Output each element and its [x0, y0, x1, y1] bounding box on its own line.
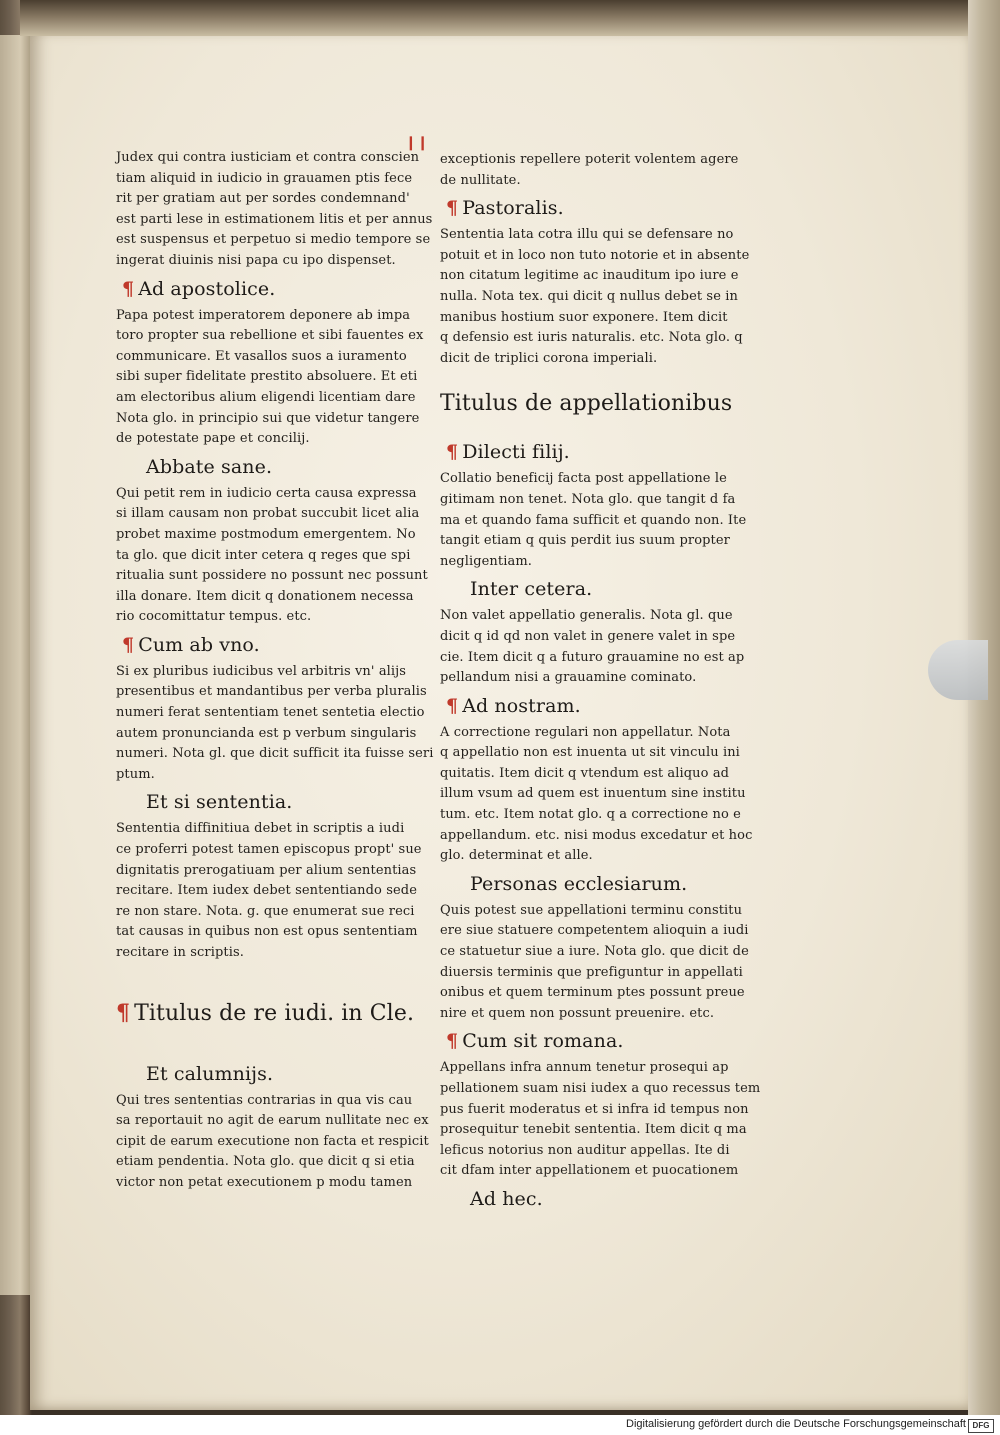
page-clip	[928, 640, 988, 700]
text-line: A correctione regulari non appellatur. Nota	[440, 724, 731, 740]
section-title: Cum sit romana.	[462, 1030, 624, 1053]
text-line: nire et quem non possunt preuenire. etc.	[440, 1005, 715, 1021]
text-line: rio cocomittatur tempus. etc.	[116, 609, 312, 625]
section-body	[116, 306, 424, 450]
book-top-edge	[20, 0, 975, 36]
titulus-heading	[116, 996, 415, 1031]
section-heading	[470, 576, 730, 602]
text-line: Si ex pluribus iudicibus vel arbitris vn' alijs	[116, 663, 407, 679]
text-line: Papa potest imperatorem deponere ab impa	[116, 307, 411, 323]
text-line: negligentiam.	[440, 553, 532, 569]
text-line: ritualia sunt possidere no possunt nec possunt	[116, 568, 428, 584]
section-heading	[122, 632, 406, 658]
section-heading	[146, 789, 406, 815]
text-line: tangit etiam q quis perdit ius suum propter	[440, 533, 730, 549]
text-line: de nullitate.	[440, 172, 521, 188]
text-line: nulla. Nota tex. qui dicit q nullus debet se in	[440, 288, 738, 304]
text-line: illum vsum ad quem est inuentum sine institu	[440, 786, 746, 802]
text-line: Nota glo. in principio sui que videtur tangere	[116, 410, 420, 426]
text-line: quitatis. Item dicit q vtendum est aliquo ad	[440, 765, 730, 781]
text-line: Appellans infra annum tenetur prosequi ap	[440, 1060, 729, 1076]
titulus-text: Titulus de re iudi. in Cle.	[134, 1000, 415, 1026]
text-line: tiam aliquid in iudicio in grauamen ptis fece	[116, 170, 413, 186]
text-line: q defensio est iuris naturalis. etc. Nota glo. q	[440, 330, 743, 346]
footer-bar	[0, 1415, 1000, 1435]
text-line: cie. Item dicit q a futuro grauamine no est ap	[440, 649, 745, 665]
text-line: cipit de earum executione non facta et respicit	[116, 1133, 429, 1149]
text-line: pus fuerit moderatus et si infra id tempus non	[440, 1101, 749, 1117]
text-line: rit per gratiam aut per sordes condemnand'	[116, 191, 410, 207]
section-body	[116, 662, 434, 786]
left-column	[116, 148, 434, 1194]
text-line: toro propter sua rebellione et sibi fauentes ex	[116, 328, 424, 344]
section-heading	[446, 693, 730, 719]
text-line: ce proferri potest tamen episcopus propt' sue	[116, 842, 422, 858]
text-line: diuersis terminis que prefiguntur in appellati	[440, 964, 743, 980]
section-body	[440, 469, 747, 572]
section-title: Inter cetera.	[470, 578, 593, 601]
text-line: tum. etc. Item notat glo. q a correctione no e	[440, 807, 741, 823]
pilcrow-icon: ¶	[122, 277, 135, 300]
text-line: prosequitur tenebit sententia. Item dicit q ma	[440, 1122, 747, 1138]
text-line: Qui petit rem in iudicio certa causa expressa	[116, 485, 417, 501]
titulus-text: Titulus de appellationibus	[440, 391, 733, 417]
section-title: Abbate sane.	[146, 455, 273, 478]
section-heading	[446, 1028, 730, 1054]
text-line: onibus et quem terminum ptes possunt preue	[440, 985, 745, 1001]
right-intro	[440, 150, 739, 191]
text-line: autem pronuncianda est p verbum singularis	[116, 725, 417, 741]
section-body	[116, 1091, 429, 1194]
section-body	[440, 723, 753, 867]
section-title: Ad nostram.	[462, 694, 581, 717]
text-line: dicit de triplici corona imperiali.	[440, 350, 658, 366]
text-line: Judex qui contra iusticiam et contra conscien	[116, 150, 420, 165]
text-line: presentibus et mandantibus per verba pluralis	[116, 684, 427, 700]
text-line: communicare. Et vasallos suos a iuramento	[116, 348, 407, 364]
pilcrow-icon: ¶	[446, 441, 459, 464]
section-heading	[470, 871, 730, 897]
text-line: numeri. Nota gl. que dicit sufficit ita fuisse seri	[116, 746, 434, 762]
titulus-heading	[440, 387, 733, 421]
section-body	[440, 225, 750, 369]
text-line: est parti lese in estimationem litis et per annus	[116, 211, 433, 227]
pilcrow-icon: ¶	[122, 633, 135, 656]
section-body	[440, 901, 749, 1025]
book-right-edge	[968, 0, 1000, 1415]
text-line: recitare. Item iudex debet sententiando sede	[116, 883, 417, 899]
section-title: Dilecti filij.	[462, 441, 570, 464]
text-line: Sententia diffinitiua debet in scriptis a iudi	[116, 821, 405, 837]
text-line: illa donare. Item dicit q donationem necessa	[116, 588, 414, 604]
text-line: potuit et in loco non tuto notorie et in absente	[440, 247, 750, 263]
footer-credit: Digitalisierung gefördert durch die Deutsche Forschungsgemeinschaft	[626, 1418, 966, 1430]
text-line: ptum.	[116, 766, 155, 782]
section-heading	[446, 439, 730, 465]
text-line: sibi super fidelitate prestito absoluere. Et eti	[116, 369, 418, 385]
text-line: non citatum legitime ac inauditum ipo iure e	[440, 268, 739, 284]
text-line: manibus hostium suor exponere. Item dicit	[440, 309, 728, 325]
text-line: gitimam non tenet. Nota glo. que tangit d fa	[440, 491, 736, 507]
text-line: numeri ferat sententiam tenet sentetia electio	[116, 705, 425, 721]
section-title: Personas ecclesiarum.	[470, 872, 688, 895]
text-line: Qui tres sententias contrarias in qua vis cau	[116, 1092, 413, 1108]
text-line: probet maxime postmodum emergentem. No	[116, 526, 416, 542]
section-title: Cum ab vno.	[138, 633, 260, 656]
text-line: victor non petat executionem p modu tamen	[116, 1174, 413, 1190]
text-line: am electoribus alium eligendi licentiam dare	[116, 389, 416, 405]
text-line: leficus notorius non auditur appellas. Ite di	[440, 1142, 730, 1158]
text-line: cit dfam inter appellationem et puocationem	[440, 1163, 739, 1179]
pilcrow-icon: ¶	[446, 1030, 459, 1053]
section-body	[116, 484, 428, 628]
pilcrow-icon: ¶	[116, 999, 131, 1026]
section-body	[440, 606, 745, 688]
text-line: recitare in scriptis.	[116, 945, 244, 960]
section-title: Ad apostolice.	[138, 277, 276, 300]
text-line: ce statuetur siue a iure. Nota glo. que dicit de	[440, 944, 749, 960]
text-line: sa reportauit no agit de earum nullitate nec ex	[116, 1113, 429, 1129]
text-line: q appellatio non est inuenta ut sit vinculu ini	[440, 745, 740, 761]
text-line: pellationem suam nisi iudex a quo recessus tem	[440, 1081, 761, 1096]
pilcrow-icon: ¶	[446, 694, 459, 717]
text-line: exceptionis repellere poterit volentem agere	[440, 152, 739, 167]
right-column	[440, 150, 761, 1216]
text-line: re non stare. Nota. g. que enumerat sue reci	[116, 903, 415, 919]
text-line: de potestate pape et concilij.	[116, 431, 310, 447]
section-title: Et si sententia.	[146, 791, 293, 814]
text-line: ma et quando fama sufficit et quando non. Ite	[440, 512, 747, 528]
left-intro	[116, 148, 433, 272]
section-heading	[146, 454, 406, 480]
text-line: tat causas in quibus non est opus sententiam	[116, 924, 418, 940]
dfg-logo: DFG	[968, 1419, 994, 1433]
rubric-mark: ❙❙	[405, 135, 429, 151]
section-body	[440, 1058, 761, 1182]
text-line: appellandum. etc. nisi modus excedatur et hoc	[440, 827, 753, 843]
text-line: est suspensus et perpetuo si medio tempore se	[116, 232, 431, 248]
section-body	[116, 819, 422, 963]
text-line: dicit q id qd non valet in genere valet in spe	[440, 628, 736, 644]
text-line: ere siue statuere competentem alioquin a iudi	[440, 923, 749, 939]
text-line: Quis potest sue appellationi terminu constitu	[440, 902, 743, 918]
pilcrow-icon: ¶	[446, 197, 459, 220]
text-line: ta glo. que dicit inter cetera q reges que spi	[116, 547, 411, 563]
section-title: Pastoralis.	[462, 197, 564, 220]
text-line: ingerat diuinis nisi papa cu ipo dispenset.	[116, 252, 396, 268]
text-line: si illam causam non probat succubit licet alia	[116, 506, 420, 522]
text-line: glo. determinat et alle.	[440, 848, 593, 864]
text-line: Sententia lata cotra illu qui se defensare no	[440, 227, 734, 243]
section-title: Et calumnijs.	[146, 1062, 274, 1085]
text-line: dignitatis prerogatiuam per alium sententias	[116, 862, 417, 878]
section-heading	[122, 276, 406, 302]
text-line: etiam pendentia. Nota glo. que dicit q si etia	[116, 1154, 415, 1170]
text-line: Non valet appellatio generalis. Nota gl. que	[440, 608, 733, 624]
section-heading	[146, 1061, 406, 1087]
section-heading	[446, 195, 730, 221]
text-line: pellandum nisi a grauamine cominato.	[440, 670, 697, 686]
section-heading	[470, 1186, 730, 1212]
text-line: Collatio beneficij facta post appellatione le	[440, 471, 727, 487]
section-title: Ad hec.	[470, 1187, 543, 1210]
